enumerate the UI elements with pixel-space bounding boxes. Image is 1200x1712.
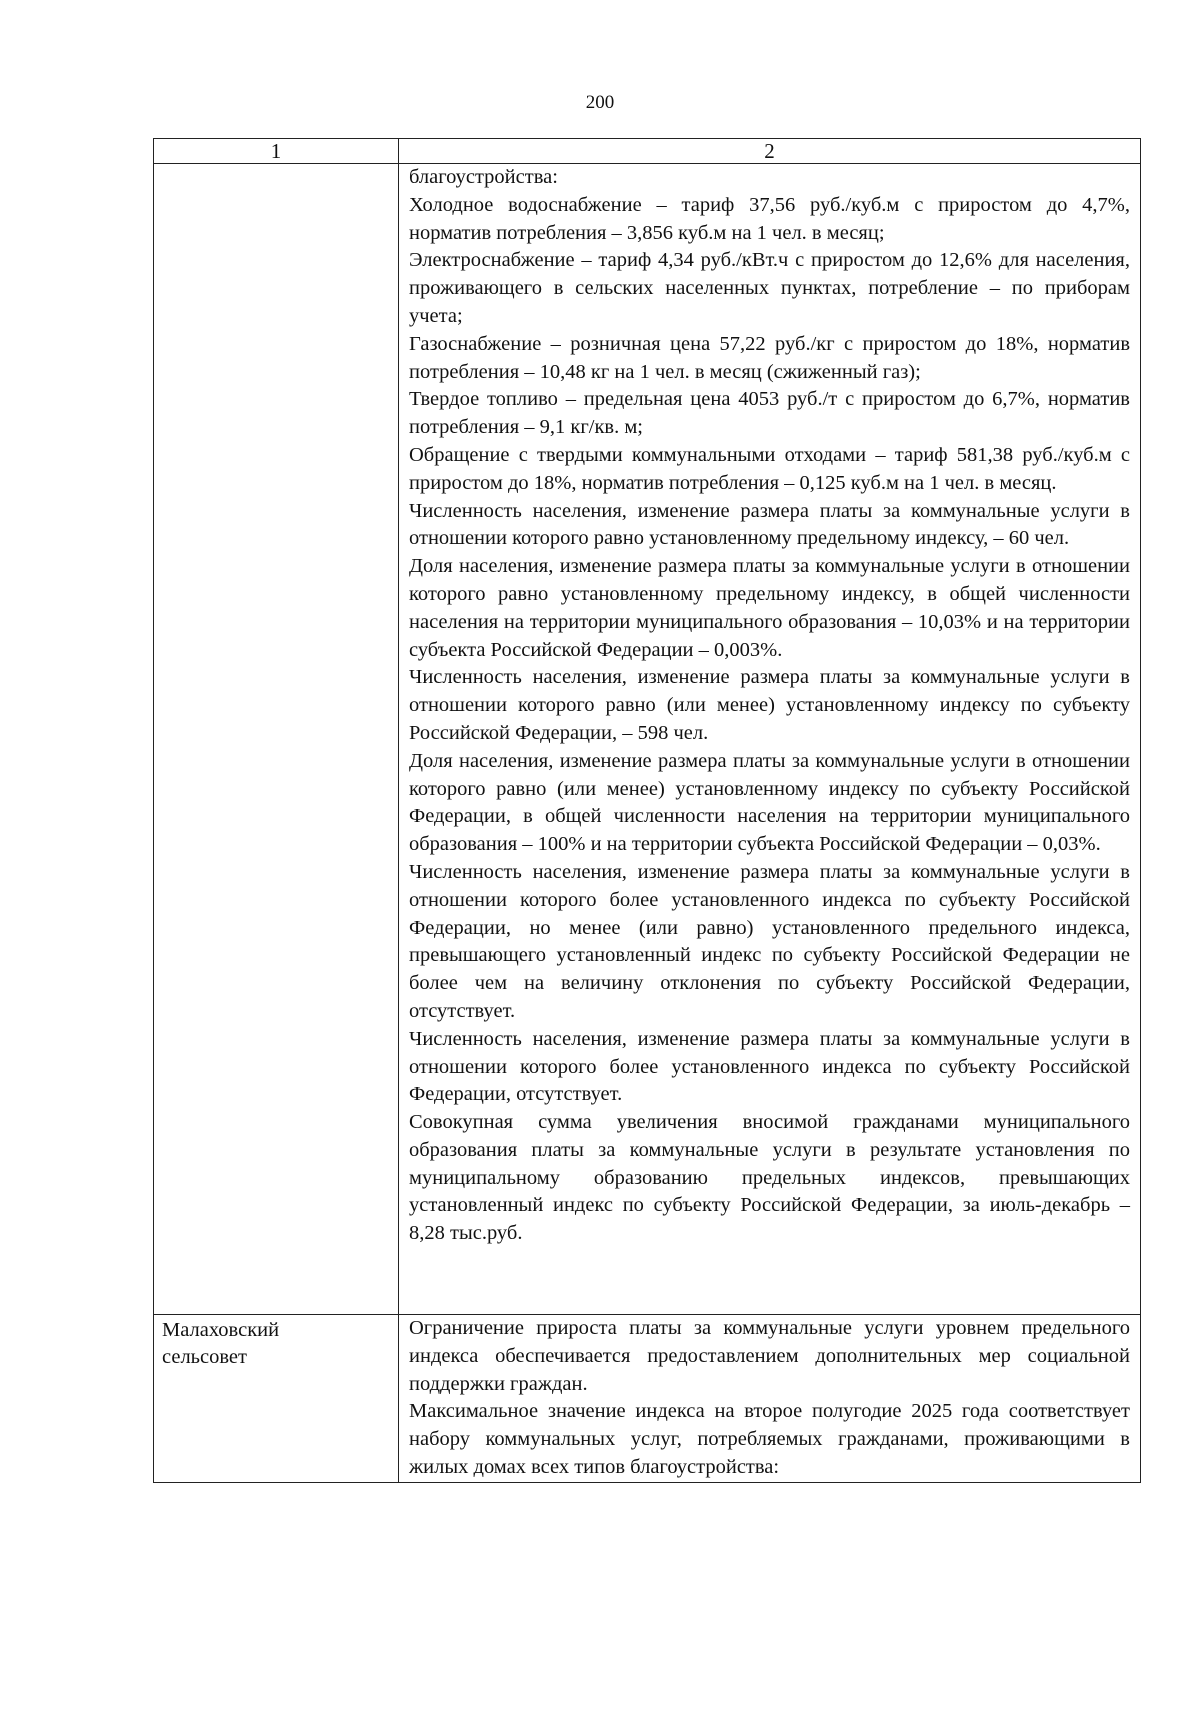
paragraph: Численность населения, изменение размера платы за коммунальные услуги в отношении которого более установленного индекса по субъекту Российской Федерации, но менее (или равно) установленного предельного индекса, превышающего установленный индекс по субъекту Российской Федерации не более чем на величину отклонения по субъекту Российской Федерации, отсутствует.: [409, 860, 1130, 1022]
paragraph: Доля населения, изменение размера платы за коммунальные услуги в отношении которого равно установленному предельному индексу, в общей численности населения на территории муниципального образования – 10,03% и на территории субъекта Российской Федерации – 0,003%.: [409, 555, 1130, 661]
column-header-2: 2: [399, 139, 1141, 164]
table-row: [154, 164, 1141, 1315]
paragraph: Холодное водоснабжение – тариф 37,56 руб./куб.м с приростом до 4,7%, норматив потребления – 3,856 куб.м на 1 чел. в месяц;: [409, 193, 1130, 244]
paragraph: Обращение с твердыми коммунальными отходами – тариф 581,38 руб./куб.м с приростом до 18%, норматив потребления – 0,125 куб.м на 1 чел. в месяц.: [409, 443, 1130, 494]
page-number: 200: [585, 92, 615, 113]
municipality-name-cell: [154, 164, 399, 1315]
paragraph: Максимальное значение индекса на второе полугодие 2025 года соответствует набору коммунальных услуг, потребляемых гражданами, проживающими в жилых домах всех типов благоустройства:: [409, 1400, 1130, 1478]
table-header-row: [154, 139, 1141, 164]
description-cell: [399, 164, 1141, 1315]
paragraph: Газоснабжение – розничная цена 57,22 руб./кг с приростом до 18%, норматив потребления – 10,48 кг на 1 чел. в месяц (сжиженный газ);: [409, 332, 1130, 383]
municipality-name-cell: Малаховский сельсовет: [154, 1315, 399, 1483]
paragraph: Численность населения, изменение размера платы за коммунальные услуги в отношении которого более установленного индекса по субъекту Российской Федерации, отсутствует.: [409, 1027, 1130, 1106]
paragraph: Численность населения, изменение размера платы за коммунальные услуги в отношении которого равно (или менее) установленному индексу по субъекту Российской Федерации, – 598 чел.: [409, 666, 1130, 744]
paragraph: Доля населения, изменение размера платы за коммунальные услуги в отношении которого равно (или менее) установленному индексу по субъекту Российской Федерации, в общей численности населения на территории муниципального образования – 100% и на территории субъекта Российской Федерации – 0,03%.: [409, 749, 1130, 856]
paragraph: Численность населения, изменение размера платы за коммунальные услуги в отношении которого равно установленному предельному индексу, – 60 чел.: [409, 499, 1130, 550]
paragraph: Совокупная сумма увеличения вносимой гражданами муниципального образования платы за коммунальные услуги в результате установления по муниципальному образованию предельных индексов, превышающих установленный индекс по субъекту Российской Федерации, за июль-декабрь – 8,28 тыс.руб.: [409, 1111, 1130, 1245]
column-header-1: 1: [154, 139, 399, 164]
paragraph: Ограничение прироста платы за коммунальные услуги уровнем предельного индекса обеспечивается предоставлением дополнительных мер социальной поддержки граждан.: [409, 1317, 1130, 1395]
document-table: [153, 138, 1141, 1483]
paragraph: благоустройства:: [409, 166, 558, 188]
paragraph: Твердое топливо – предельная цена 4053 руб./т с приростом до 6,7%, норматив потребления – 9,1 кг/кв. м;: [409, 388, 1130, 439]
description-cell: [399, 1315, 1141, 1483]
table-row: [154, 1315, 1141, 1483]
paragraph: Электроснабжение – тариф 4,34 руб./кВт.ч с приростом до 12,6% для населения, проживающего в сельских населенных пунктах, потребление – по приборам учета;: [409, 249, 1130, 327]
